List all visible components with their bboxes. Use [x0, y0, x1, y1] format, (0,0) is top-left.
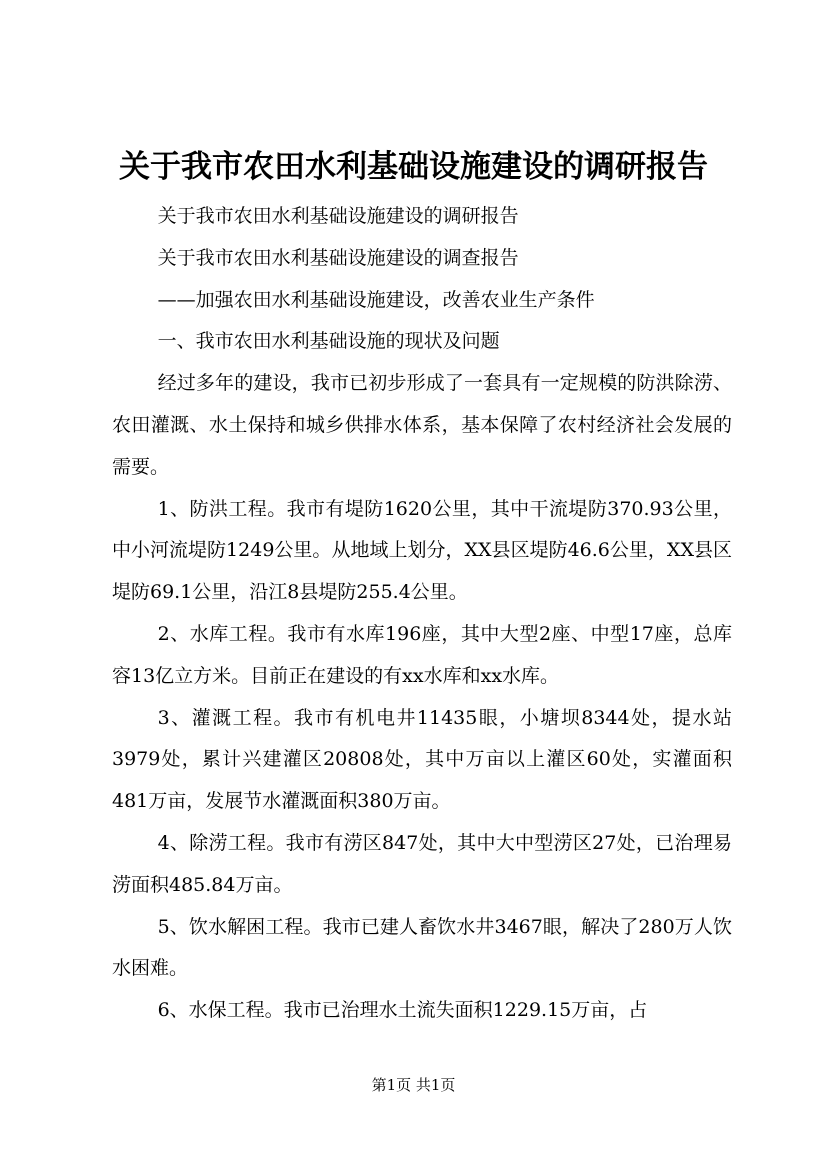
paragraph-drinking-water: 5、饮水解困工程。我市已建人畜饮水井3467眼，解决了280万人饮水困难。	[112, 915, 732, 980]
paragraph-flood-control: 1、防洪工程。我市有堤防1620公里，其中干流堤防370.93公里，中小河流堤防1249公里。从地域上划分，XX县区堤防46.6公里，XX县区堤防69.1公里，沿江8县堤防255.4公里。	[112, 497, 732, 604]
document-body	[112, 196, 732, 1032]
paragraph-drainage: 4、除涝工程。我市有涝区847处，其中大中型涝区27处，已治理易涝面积485.84万亩。	[112, 831, 732, 896]
paragraph-reservoir: 2、水库工程。我市有水库196座，其中大型2座、中型17座，总库容13亿立方米。目前正在建设的有xx水库和xx水库。	[112, 622, 732, 687]
paragraph-theme: ——加强农田水利基础设施建设，改善农业生产条件	[157, 288, 595, 311]
section-heading: 一、我市农田水利基础设施的现状及问题	[157, 330, 500, 353]
document-title: 关于我市农田水利基础设施建设的调研报告	[119, 149, 708, 185]
paragraph-subtitle: 关于我市农田水利基础设施建设的调研报告	[157, 205, 519, 227]
paragraph-soil-conservation: 6、水保工程。我市已治理水土流失面积1229.15万亩，占	[157, 999, 648, 1022]
paragraph-intro: 经过多年的建设，我市已初步形成了一套具有一定规模的防洪除涝、农田灌溉、水土保持和城乡供排水体系，基本保障了农村经济社会发展的需要。	[112, 372, 732, 478]
paragraph-irrigation: 3、灌溉工程。我市有机电井11435眼，小塘坝8344处，提水站3979处，累计兴建灌区20808处，其中万亩以上灌区60处，实灌面积481万亩，发展节水灌溉面积380万亩。	[112, 706, 732, 813]
paragraph-alt-title: 关于我市农田水利基础设施建设的调查报告	[157, 246, 519, 269]
page-footer: 第1页 共1页	[371, 1076, 456, 1094]
